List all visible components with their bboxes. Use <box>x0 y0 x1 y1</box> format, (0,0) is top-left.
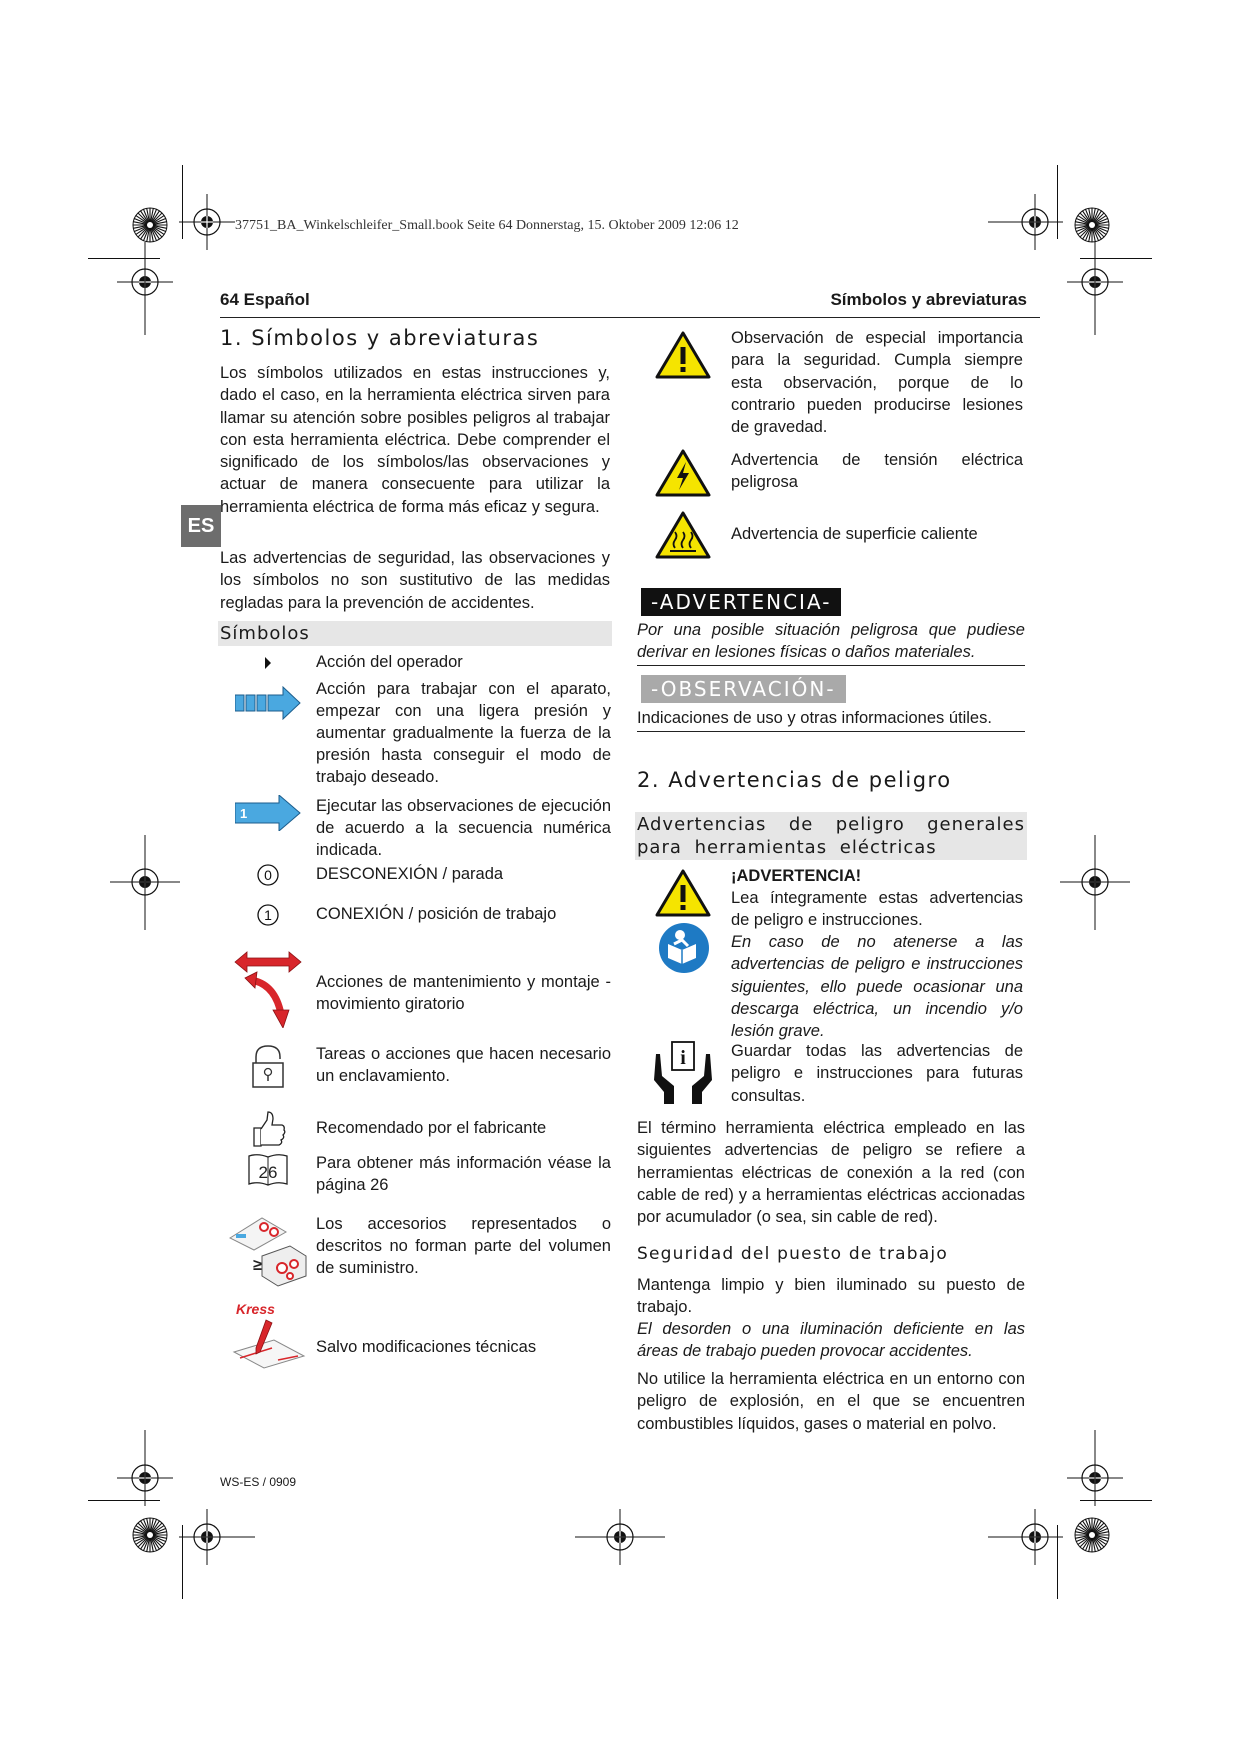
symbol-text: Acciones de mantenimiento y montaje - movimiento giratorio <box>316 973 611 1013</box>
page-reference-icon <box>228 1150 308 1188</box>
observacion-rule <box>637 731 1025 732</box>
symbols-heading: Símbolos <box>218 621 612 646</box>
numbered-arrow-icon <box>228 795 308 831</box>
symbol-row <box>228 678 613 788</box>
page-header-right: Símbolos y abreviaturas <box>830 290 1027 309</box>
svg-text:1: 1 <box>264 907 272 923</box>
general-warning-icon <box>655 868 715 923</box>
observacion-text: Indicaciones de uso y otras informaciones útiles. <box>637 709 992 727</box>
header-rule <box>220 317 1040 318</box>
svg-text:≥: ≥ <box>253 1257 262 1274</box>
symbol-text: Recomendado por el fabricante <box>316 1119 547 1137</box>
off-symbol-icon <box>228 863 308 887</box>
advertencia-label: -ADVERTENCIA- <box>641 588 841 616</box>
red-arrows-icon <box>228 948 308 1028</box>
workplace-heading: Seguridad del puesto de trabajo <box>637 1244 948 1264</box>
symbol-row <box>228 863 613 889</box>
symbol-text: CONEXIÓN / posición de trabajo <box>316 905 557 923</box>
symbol-text: Acción para trabajar con el aparato, empezar con una ligera presión y aumentar gradualmente la fuerza de la presión hasta conseguir el modo de trabajo deseado. <box>316 680 611 786</box>
intro-paragraph-1: Los símbolos utilizados en estas instrucciones y, dado el caso, en la herramienta eléctrica sirven para llamar su atención sobre posibles peligros al trabajar con esta herramienta eléctrica. Debe comprender el significado de los símbolos/las observaciones y actuar de manera consecuente para utilizar la herramienta eléctrica de forma más eficaz y segura. <box>220 364 610 516</box>
symbol-row <box>228 1210 613 1290</box>
electric-warning-icon <box>655 448 715 503</box>
symbol-row <box>228 903 613 929</box>
blue-arrow-icon <box>228 686 308 720</box>
symbol-row <box>228 1043 613 1099</box>
symbol-row <box>228 795 613 865</box>
symbol-row <box>228 1300 613 1372</box>
page-header-left: 64 Español <box>220 290 310 309</box>
language-tab: ES <box>181 505 221 547</box>
thumbs-up-icon <box>228 1110 308 1148</box>
padlock-icon <box>228 1043 308 1089</box>
general-warnings-heading: Advertencias de peligro generales para herramientas eléctricas <box>637 814 1025 858</box>
section1-title: 1. Símbolos y abreviaturas <box>220 326 540 350</box>
accessories-icon <box>228 1210 308 1288</box>
workplace-paragraph-2: No utilice la herramienta eléctrica en un entorno con peligro de explosión, en el que se encuentren combustibles líquidos, gases o material en polvo. <box>637 1370 1025 1433</box>
general-warning-icon <box>655 330 715 385</box>
definition-paragraph: El término herramienta eléctrica empleado en las siguientes advertencias de peligro se refiere a herramientas eléctricas de conexión a la red (con cable de red) y a herramientas eléctricas accionadas por acumulador (o sea, sin cable de red). <box>637 1119 1025 1227</box>
hot-surface-text: Advertencia de superficie caliente <box>731 525 978 543</box>
on-symbol-icon <box>228 903 308 927</box>
symbol-text: DESCONEXIÓN / parada <box>316 865 504 883</box>
symbol-text: Para obtener más información véase la página 26 <box>316 1154 611 1194</box>
svg-text:1: 1 <box>240 806 248 821</box>
keep-instructions-text: Guardar todas las advertencias de peligro e instrucciones para futuras consultas. <box>731 1042 1023 1105</box>
electric-warning-text: Advertencia de tensión eléctrica peligrosa <box>731 451 1023 492</box>
warning-italic-text: En caso de no atenerse a las advertencias de peligro e instrucciones siguientes, ello puede ocasionar una descarga eléctrica, un incendio y/o lesión grave. <box>731 933 1023 1041</box>
warning-title: ¡ADVERTENCIA! <box>731 867 862 885</box>
hot-surface-icon <box>655 510 715 565</box>
symbol-text: Ejecutar las observaciones de ejecución de acuerdo a la secuencia numérica indicada. <box>316 797 611 859</box>
advertencia-rule <box>637 665 1025 666</box>
symbol-text: Los accesorios representados o descritos no forman parte del volumen de suministro. <box>316 1215 611 1277</box>
symbol-text: Tareas o acciones que hacen necesario un enclavamiento. <box>316 1045 611 1085</box>
advertencia-text: Por una posible situación peligrosa que pudiese derivar en lesiones físicas o daños materiales. <box>637 621 1025 662</box>
symbol-row <box>228 948 613 1028</box>
triangle-bullet-icon <box>228 657 308 669</box>
keep-instructions-icon <box>652 1040 714 1111</box>
symbol-row <box>228 651 613 675</box>
svg-text:i: i <box>680 1047 686 1069</box>
svg-text:26: 26 <box>258 1163 278 1182</box>
general-warning-text: Observación de especial importancia para la seguridad. Cumpla siempre esta observación, porque de lo contrario pueden producirse lesiones de gravedad. <box>731 329 1023 437</box>
symbol-text: Acción del operador <box>316 653 463 671</box>
workplace-paragraph-1: Mantenga limpio y bien iluminado su puesto de trabajo. <box>637 1276 1025 1317</box>
symbol-row <box>228 1150 613 1200</box>
warning-read-text: Lea íntegramente estas advertencias de peligro e instrucciones. <box>731 889 1023 930</box>
footer-code: WS-ES / 0909 <box>220 1475 297 1489</box>
kress-pen-icon <box>228 1300 308 1370</box>
file-info: 37751_BA_Winkelschleifer_Small.book Seite 64 Donnerstag, 15. Oktober 2009 12:06 12 <box>235 218 739 233</box>
symbol-text: Salvo modificaciones técnicas <box>316 1338 537 1356</box>
workplace-paragraph-1-italic: El desorden o una iluminación deficiente en las áreas de trabajo pueden provocar accidentes. <box>637 1320 1025 1361</box>
section2-title: 2. Advertencias de peligro <box>637 768 952 792</box>
read-manual-icon <box>658 922 710 979</box>
svg-text:0: 0 <box>264 867 272 883</box>
symbol-row <box>228 1110 613 1154</box>
svg-text:Kress: Kress <box>236 1301 275 1317</box>
observacion-label: -OBSERVACIÓN- <box>641 675 846 703</box>
intro-paragraph-2: Las advertencias de seguridad, las observaciones y los símbolos no son sustitutivo de las medidas regladas para la prevención de accidentes. <box>220 549 610 612</box>
